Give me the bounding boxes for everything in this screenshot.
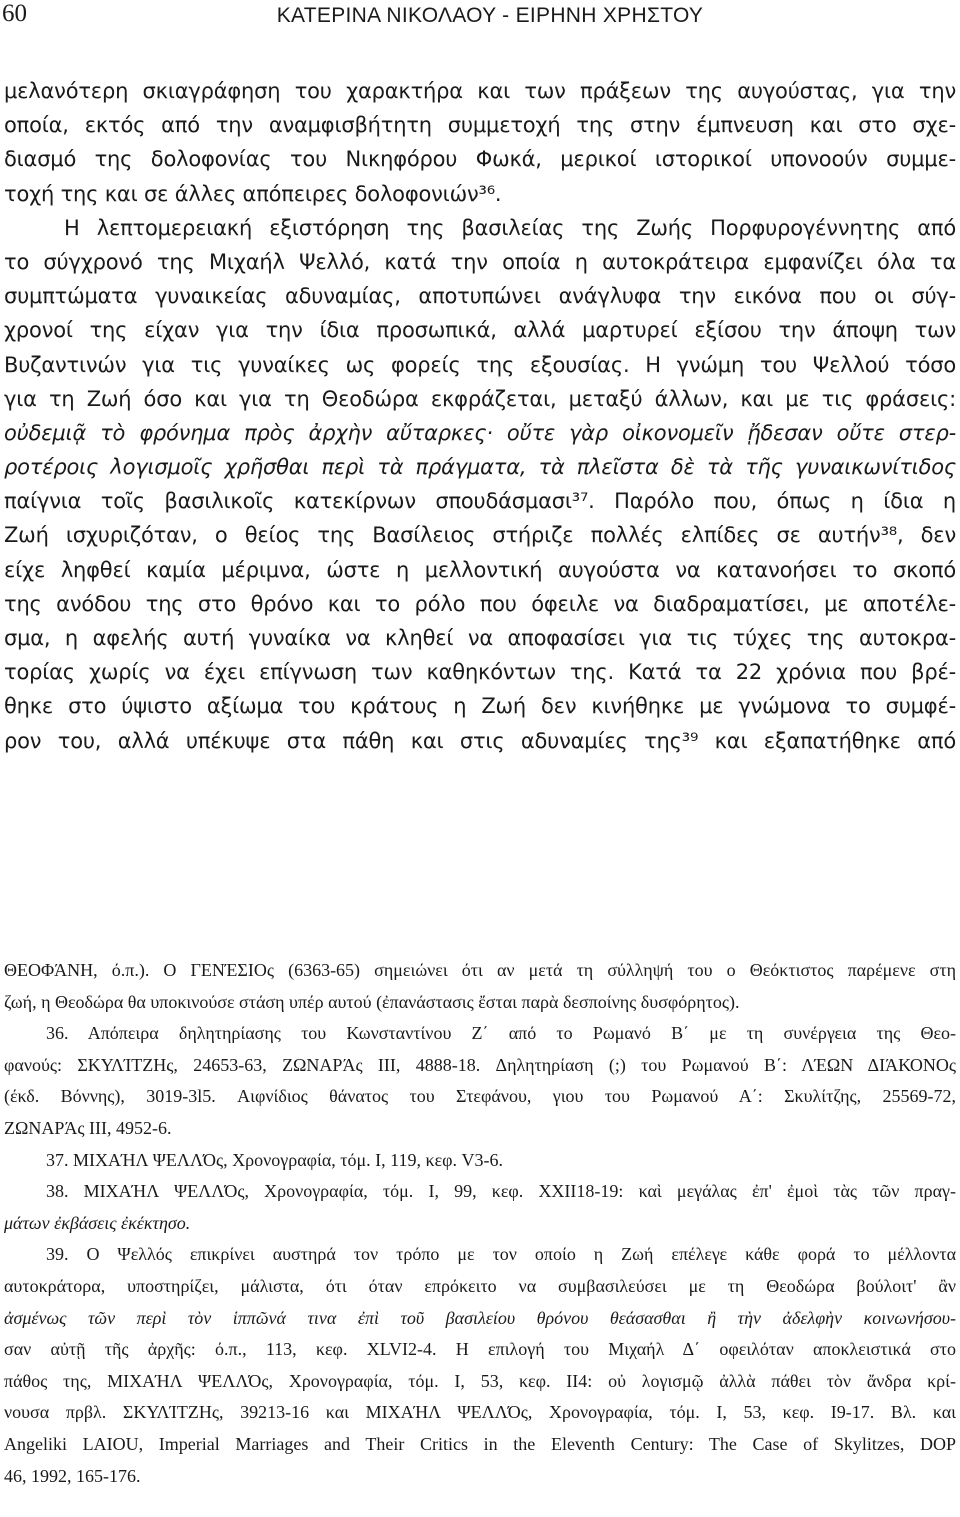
footnotes <box>4 955 956 1492</box>
footnote-line: 46, 1992, 165-176. <box>4 1465 141 1486</box>
footnote-36: 36. Απόπειρα δηλητηρίασης του Κωνσταντίνου Ζ΄ από το Ρωμανό Β΄ με τη συνέργεια της Θεο- <box>46 1023 956 1044</box>
text-line: Βυζαντινών για τις γυναίκες ως φορείς της εξουσίας. Η γνώμη του Ψελλού τόσο <box>4 352 956 377</box>
footnote-line: σαν αὐτῇ τῆς ἀρχῆς: ό.π., 113, κεφ. XLVI2-4. Η επιλογή του Μιχαήλ Δ΄ οφειλόταν αποκλειστικά στο <box>4 1339 956 1360</box>
footnote-37: 37. ΜΙΧΑΉΛ ΨΕΛΛΌς, Χρονογραφία, τόμ. I, 119, κεφ. V3-6. <box>46 1149 504 1170</box>
footnote-line: ΘΕΟΦΆΝΗ, ό.π.). Ο ΓΕΝΈΣΙΟς (6363-65) σημειώνει ότι αν μετά τη σύλληψή του ο Θεόκτιστος παρέμενε στη <box>4 960 956 980</box>
footnote-line: ΖΩΝΑΡΆς III, 4952-6. <box>4 1117 172 1138</box>
text-line: οποία, εκτός από την αναμφισβήτητη συμμετοχή της στην έμπνευση και στο σχε- <box>4 113 956 138</box>
text-line: χρονοί της είχαν για την ίδια προσωπικά, αλλά μαρτυρεί εξίσου την άποψη των <box>4 318 956 343</box>
footnote-line: πάθος της, ΜΙΧΑΉΛ ΨΕΛΛΌς, Χρονογραφία, τόμ. I, 53, κεφ. II4: οὐ λογισμῷ ἀλλὰ πάθει τὸν ἄνδρα κρί- <box>4 1370 956 1391</box>
text-line: θηκε στο ύψιστο αξίωμα του κράτους η Ζωή δεν κινήθηκε με γνώμονα το συμφέ- <box>4 694 956 719</box>
footnote-line: νουσα πρβλ. ΣΚΥΛΊΤΖΗς, 39213-16 και ΜΙΧΑΉΛ ΨΕΛΛΌς, Χρονογραφία, τόμ. I, 53, κεφ. I9-17. Βλ. και <box>4 1402 956 1423</box>
text-line: διασμό της δολοφονίας του Νικηφόρου Φωκά, μερικοί ιστορικοί υπονοούν συμμε- <box>4 147 956 172</box>
text-line: Η λεπτομερειακή εξιστόρηση της βασιλείας της Ζωής Πορφυρογέννητης από <box>64 215 956 240</box>
footnote-line: ζωή, η Θεοδώρα θα υποκινούσε στάση υπέρ αυτού (ἐπανάστασις ἔσται παρὰ δεσποίνης δυσφόρητος). <box>4 991 740 1012</box>
footnote-line: Angeliki LAIOU, Imperial Marriages and Their Critics in the Eleventh Century: The Case of Skylitzes, DOP <box>4 1433 956 1454</box>
page-number: 60 <box>2 0 27 27</box>
text-line: Ζωή ισχυριζόταν, ο θείος της Βασίλειος στήριζε πολλές ελπίδες σε αυτήν³⁸, δεν <box>4 523 956 548</box>
text-line: είχε ληφθεί καμία μέριμνα, ώστε η μελλοντική αυγούστα να κατανοήσει το σκοπό <box>4 557 956 582</box>
footnote-39: 39. Ο Ψελλός επικρίνει αυστηρά τον τρόπο με τον οποίο η Ζωή επέλεγε κάθε φορά το μέλλοντα <box>46 1244 956 1265</box>
text-line: τορίας χωρίς να έχει επίγνωση των καθηκόντων της. Κατά τα 22 χρόνια που βρέ- <box>4 660 956 685</box>
running-head: ΚΑΤΕΡΙΝΑ ΝΙΚΟΛΑΟΥ - ΕΙΡΗΝΗ ΧΡΗΣΤΟΥ <box>276 4 704 27</box>
text-line: τοχή της και σε άλλες απόπειρες δολοφονιών³⁶. <box>4 181 502 206</box>
footnote-line: (έκδ. Βόννης), 3019-3l5. Αιφνίδιος θάνατος του Στεφάνου, γιου του Ρωμανού Α΄: Σκυλίτζης, 25569-72, <box>4 1086 956 1107</box>
text-line: ροτέροις λογισμοῖς χρῆσθαι περὶ τὰ πράγματα, τὰ πλεῖστα δὲ τὰ τῆς γυναικωνίτιδος <box>4 455 956 480</box>
footnote-line: φανούς: ΣΚΥΛΊΤΖΗς, 24653-63, ΖΩΝΑΡΆς III, 4888-18. Δηλητηρίαση (;) του Ρωμανού Β΄: ΛΈΩΝ ΔΙΆΚΟΝΟς <box>4 1054 956 1075</box>
text-line: σμα, η αφελής αυτή γυναίκα να κληθεί να αποφασίσει για τις τύχες της αυτοκρα- <box>4 626 956 650</box>
text-line: της ανόδου της στο θρόνο και το ρόλο που όφειλε να διαδραματίσει, με αποτέλε- <box>4 591 956 616</box>
footnote-line: μάτων ἐκβάσεις ἐκέκτησο. <box>4 1212 191 1233</box>
text-line: το σύγχρονό της Μιχαήλ Ψελλό, κατά την οποία η αυτοκράτειρα εμφανίζει όλα τα <box>4 249 956 274</box>
text-line: παίγνια τοῖς βασιλικοῖς κατεκίρνων σπουδάσμασι³⁷. Παρόλο που, όπως η ίδια η <box>4 489 956 514</box>
text-line: οὐδεμιᾷ τὸ φρόνημα πρὸς ἀρχὴν αὔταρκες· οὔτε γὰρ οἰκονομεῖν ᾔδεσαν οὔτε στερ- <box>4 420 956 445</box>
footnote-line: ἀσμένως τῶν περὶ τὸν ἱππῶνά τινα ἐπὶ τοῦ βασιλείου θρόνου θεάσασθαι ἢ τὴν ἀδελφὴν κοινωνήσου- <box>4 1307 956 1328</box>
text-line: για τη Ζωή όσο και για τη Θεοδώρα εκφράζεται, μεταξύ άλλων, και με τις φράσεις: <box>4 386 956 411</box>
footnote-line: αυτοκράτορα, υποστηρίζει, μάλιστα, ότι όταν επρόκειτο να συμβασιλεύσει με τη Θεοδώρα βούλοιτ' ἂν <box>4 1275 956 1296</box>
text-line: ρον του, αλλά υπέκυψε στα πάθη και στις αδυναμίες της³⁹ και εξαπατήθηκε από <box>4 728 956 753</box>
text-line: μελανότερη σκιαγράφηση του χαρακτήρα και των πράξεων της αυγούστας, για την <box>4 79 956 103</box>
text-line: συμπτώματα γυναικείας αδυναμίας, αποτυπώνει ανάγλυφα την εικόνα που οι σύγ- <box>4 284 956 309</box>
main-text <box>4 74 956 758</box>
footnote-38: 38. ΜΙΧΑΉΛ ΨΕΛΛΌς, Χρονογραφία, τόμ. I, 99, κεφ. XXII18-19: καὶ μεγάλας ἐπ' ἐμοὶ τὰς τῶν πραγ- <box>46 1181 956 1202</box>
